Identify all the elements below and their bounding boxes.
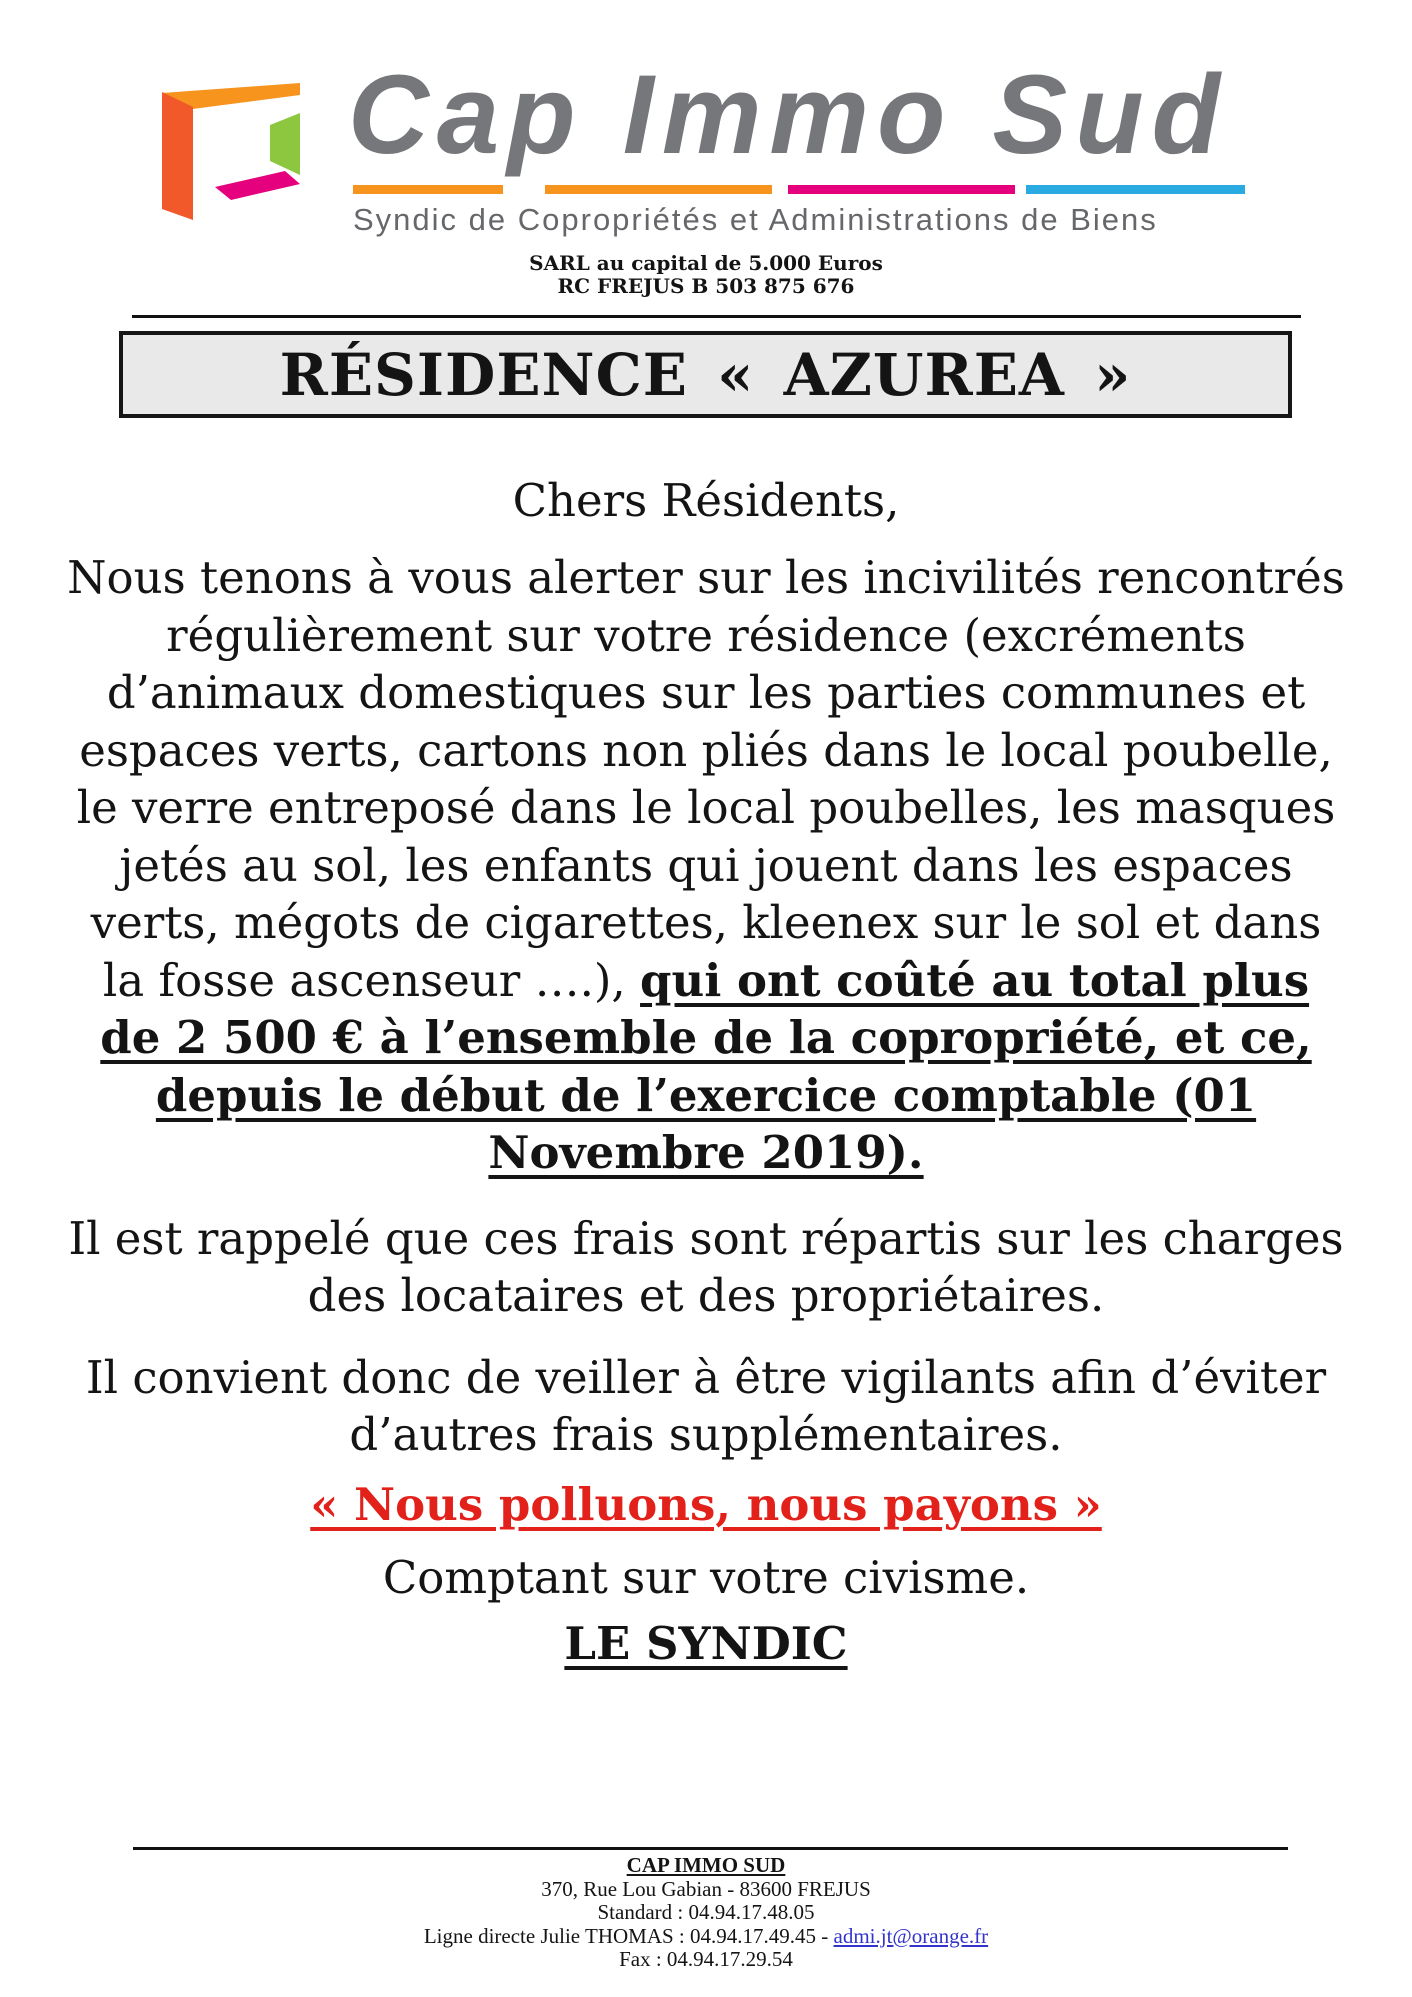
legal-rc: RC FREJUS B 503 875 676 bbox=[557, 274, 855, 298]
company-legal bbox=[0, 252, 1412, 298]
paragraph-incivilites-cost-bold: qui ont coûté au total plus de 2 500 € à l’ensemble de la copropriété, et ce, depuis le début de l’exercice comptable (01 Novembre 2019). bbox=[100, 953, 1312, 1179]
legal-capital: SARL au capital de 5.000 Euros bbox=[529, 251, 883, 275]
paragraph-incivilites bbox=[66, 549, 1346, 1182]
footer-fax: Fax : 04.94.17.29.54 bbox=[619, 1947, 793, 1971]
salutation: Chers Résidents, bbox=[512, 474, 900, 527]
magenta-bar bbox=[788, 185, 1015, 194]
paragraph-vigilance: Il convient donc de veiller à être vigilants afin d’éviter d’autres frais supplémentaires. bbox=[85, 1350, 1327, 1461]
signature-le-syndic: LE SYNDIC bbox=[564, 1616, 848, 1670]
letter-body bbox=[66, 549, 1346, 1672]
orange-bar bbox=[545, 185, 772, 194]
orange-bar bbox=[353, 185, 503, 194]
email-link[interactable]: admi.jt@orange.fr bbox=[833, 1923, 989, 1948]
residence-title-box bbox=[119, 331, 1292, 418]
brand-tagline: Syndic de Copropriétés et Administrations de Biens bbox=[353, 202, 1158, 237]
slogan-nous-polluons: « Nous polluons, nous payons » bbox=[310, 1477, 1102, 1531]
footer-address: 370, Rue Lou Gabian - 83600 FREJUS bbox=[541, 1876, 871, 1901]
paragraph-repartition: Il est rappelé que ces frais sont répartis sur les charges des locataires et des propriétaires. bbox=[68, 1211, 1344, 1322]
footer-rule bbox=[133, 1847, 1288, 1850]
brand-underline-bars bbox=[353, 185, 1245, 194]
footer-direct-line-text: Ligne directe Julie THOMAS : 04.94.17.49.45 - bbox=[423, 1923, 834, 1948]
closing-line: Comptant sur votre civisme. bbox=[382, 1551, 1030, 1604]
paragraph-incivilites-normal: Nous tenons à vous alerter sur les incivilités rencontrés régulièrement sur votre résidence (excréments d’animaux domestiques sur les parties communes et espaces verts, cartons non pliés dans le local poubelle, le verre entreposé dans le local poubelles, les masques jetés au sol, les enfants qui jouent dans les espaces verts, mégots de cigarettes, kleenex sur le sol et dans la fosse ascenseur ….), bbox=[67, 551, 1345, 1007]
brand-name: Cap Immo Sud bbox=[348, 52, 1229, 177]
footer-direct-line bbox=[0, 1925, 1412, 1949]
horizontal-rule bbox=[132, 315, 1301, 318]
cap-immo-sud-logo-icon bbox=[155, 83, 300, 220]
footer-standard-phone: Standard : 04.94.17.48.05 bbox=[597, 1900, 815, 1924]
footer-company: CAP IMMO SUD bbox=[626, 1853, 786, 1877]
blue-bar bbox=[1026, 185, 1245, 194]
residence-title: RÉSIDENCE « AZUREA » bbox=[279, 340, 1132, 409]
footer bbox=[0, 1854, 1412, 1972]
